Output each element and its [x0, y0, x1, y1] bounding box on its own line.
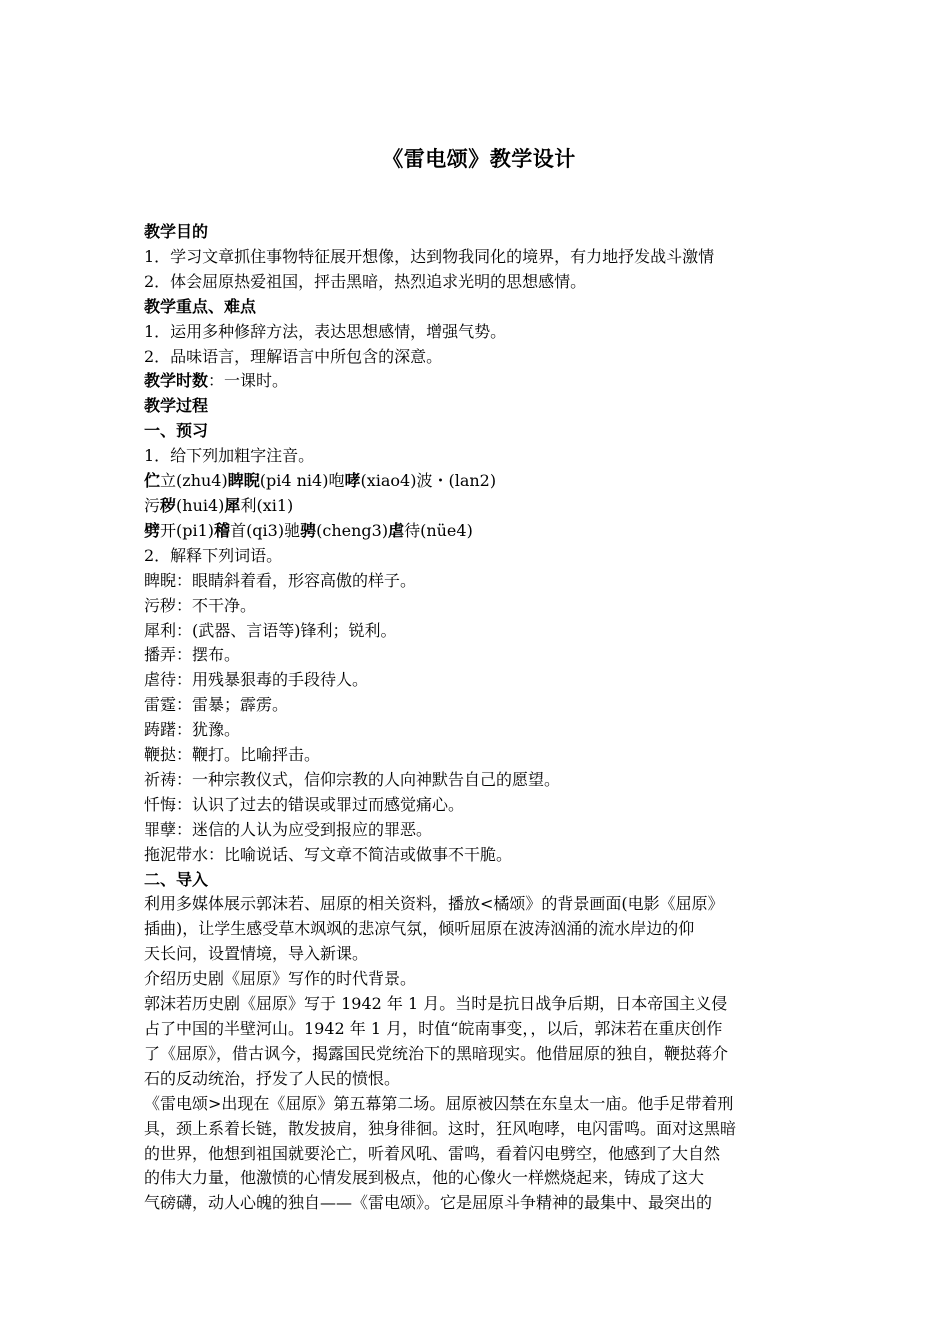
- paragraph-line: 占了中国的半壁河山。1942 年 1 月，时值“皖南事变，，以后，郭沫若在重庆创作: [144, 1019, 723, 1038]
- paragraph-line: 气磅礴，动人心魄的独自——《雷电颂》。它是屈原斗争精神的最集中、最突出的: [144, 1193, 713, 1213]
- paragraph-line: 石的反动统治，抒发了人民的愤恨。: [144, 1068, 401, 1088]
- pinyin-text: (xiao4)波・(lan2): [360, 471, 497, 491]
- preview-question-1: 1．给下列加粗字注音。: [144, 446, 315, 466]
- pinyin-line: [144, 469, 814, 494]
- goal-item: 1．学习文章抓住事物特征展开想像，达到物我同化的境界，有力地抒发战斗激情: [144, 246, 715, 266]
- bold-char: 犀: [224, 495, 241, 515]
- pinyin-text: 污: [144, 495, 161, 515]
- bold-char: 哮: [344, 471, 361, 491]
- process-heading: 教学过程: [144, 396, 209, 416]
- pinyin-text: 开(pi1): [160, 520, 215, 540]
- paragraph-line: 利用多媒体展示郭沫若、屈原的相关资料，播放<橘颂》的背景画面(电影《屈原》: [144, 894, 724, 914]
- pinyin-line: [144, 494, 814, 519]
- teaching-hours-value: ：一课时。: [208, 371, 289, 391]
- goals-heading: 教学目的: [144, 222, 209, 241]
- definition-item: 污秽：不干净。: [144, 595, 257, 615]
- pinyin-text: 首(qi3)驰: [230, 520, 301, 540]
- preview-question-2: 2．解释下列词语。: [144, 545, 283, 565]
- definition-item: 睥睨：眼睛斜着看，形容高傲的样子。: [144, 570, 417, 590]
- document-page: [144, 141, 814, 1216]
- intro-heading: 二、导入: [144, 869, 209, 889]
- definition-item: 拖泥带水：比喻说话、写文章不简洁或做事不干脆。: [144, 844, 513, 864]
- pinyin-text: 利(xi1): [240, 495, 294, 515]
- paragraph-line: 了《屈原》，借古讽今，揭露国民党统治下的黑暗现实。他借屈原的独自，鞭挞蒋介: [144, 1043, 729, 1063]
- pinyin-text: (pi4 ni4)咆: [259, 471, 345, 491]
- paragraph-line: 插曲)，让学生感受草木飒飒的悲凉气氛，倾听屈原在波涛汹涌的流水岸边的仰: [144, 919, 695, 939]
- bold-char: 稽: [214, 520, 231, 540]
- definition-item: 罪孽：迷信的人认为应受到报应的罪恶。: [144, 819, 433, 839]
- bold-char: 劈: [144, 520, 161, 540]
- definition-item: 犀利：(武器、言语等)锋利；锐利。: [144, 620, 397, 640]
- definition-item: 踌躇：犹豫。: [144, 720, 241, 740]
- bold-char: 骋: [300, 520, 317, 540]
- key-points-heading: 教学重点、难点: [144, 296, 257, 316]
- paragraph-line: 郭沫若历史剧《屈原》写于 1942 年 1 月。当时是抗日战争后期，日本帝国主义侵: [144, 994, 728, 1014]
- bold-char: 睥睨: [227, 471, 260, 491]
- bold-char: 伫: [144, 471, 161, 491]
- paragraph-line: 的伟大力量，他激愤的心情发展到极点，他的心像火一样燃烧起来，铸成了这大: [144, 1168, 705, 1188]
- definition-item: 雷霆：雷暴；霹雳。: [144, 695, 289, 715]
- paragraph-line: 的世界，他想到祖国就要沦亡，听着风吼、雷鸣，看着闪电劈空，他感到了大自然: [144, 1143, 721, 1163]
- definition-item: 虐待：用残暴狠毒的手段待人。: [144, 670, 369, 690]
- definition-item: 播弄：摆布。: [144, 645, 241, 665]
- paragraph-line: 《雷电颂>出现在《屈原》第五幕第二场。屈原被囚禁在东皇太一庙。他手足带着刑: [144, 1093, 734, 1113]
- definition-item: 鞭挞：鞭打。比喻抨击。: [144, 745, 321, 765]
- pinyin-text: (cheng3): [316, 520, 389, 540]
- definition-item: 忏悔：认识了过去的错误或罪过而感觉痛心。: [144, 794, 465, 814]
- pinyin-line: [144, 519, 814, 544]
- key-point-item: 1．运用多种修辞方法，表达思想感情，增强气势。: [144, 321, 507, 341]
- bold-char: 秽: [160, 495, 177, 515]
- preview-heading: 一、预习: [144, 421, 209, 441]
- definition-item: 祈祷：一种宗教仪式，信仰宗教的人向神默告自己的愿望。: [144, 769, 561, 789]
- pinyin-text: 待(nüe4): [404, 520, 473, 540]
- pinyin-text: 立(zhu4): [160, 471, 228, 491]
- document-title: 《雷电颂》教学设计: [382, 146, 576, 171]
- paragraph-line: 具，颈上系着长链，散发披肩，独身徘徊。这时，狂风咆哮，电闪雷鸣。面对这黑暗: [144, 1118, 737, 1138]
- bold-char: 虐: [388, 520, 405, 540]
- teaching-hours-label: 教学时数: [144, 371, 209, 391]
- key-point-item: 2．品味语言，理解语言中所包含的深意。: [144, 346, 443, 366]
- pinyin-text: (hui4): [176, 495, 225, 515]
- goal-item: 2．体会屈原热爱祖国，抨击黑暗，热烈追求光明的思想感情。: [144, 271, 587, 291]
- paragraph-line: 介绍历史剧《屈原》写作的时代背景。: [144, 969, 417, 989]
- teaching-hours: [144, 369, 814, 394]
- paragraph-line: 天长问，设置情境，导入新课。: [144, 944, 369, 964]
